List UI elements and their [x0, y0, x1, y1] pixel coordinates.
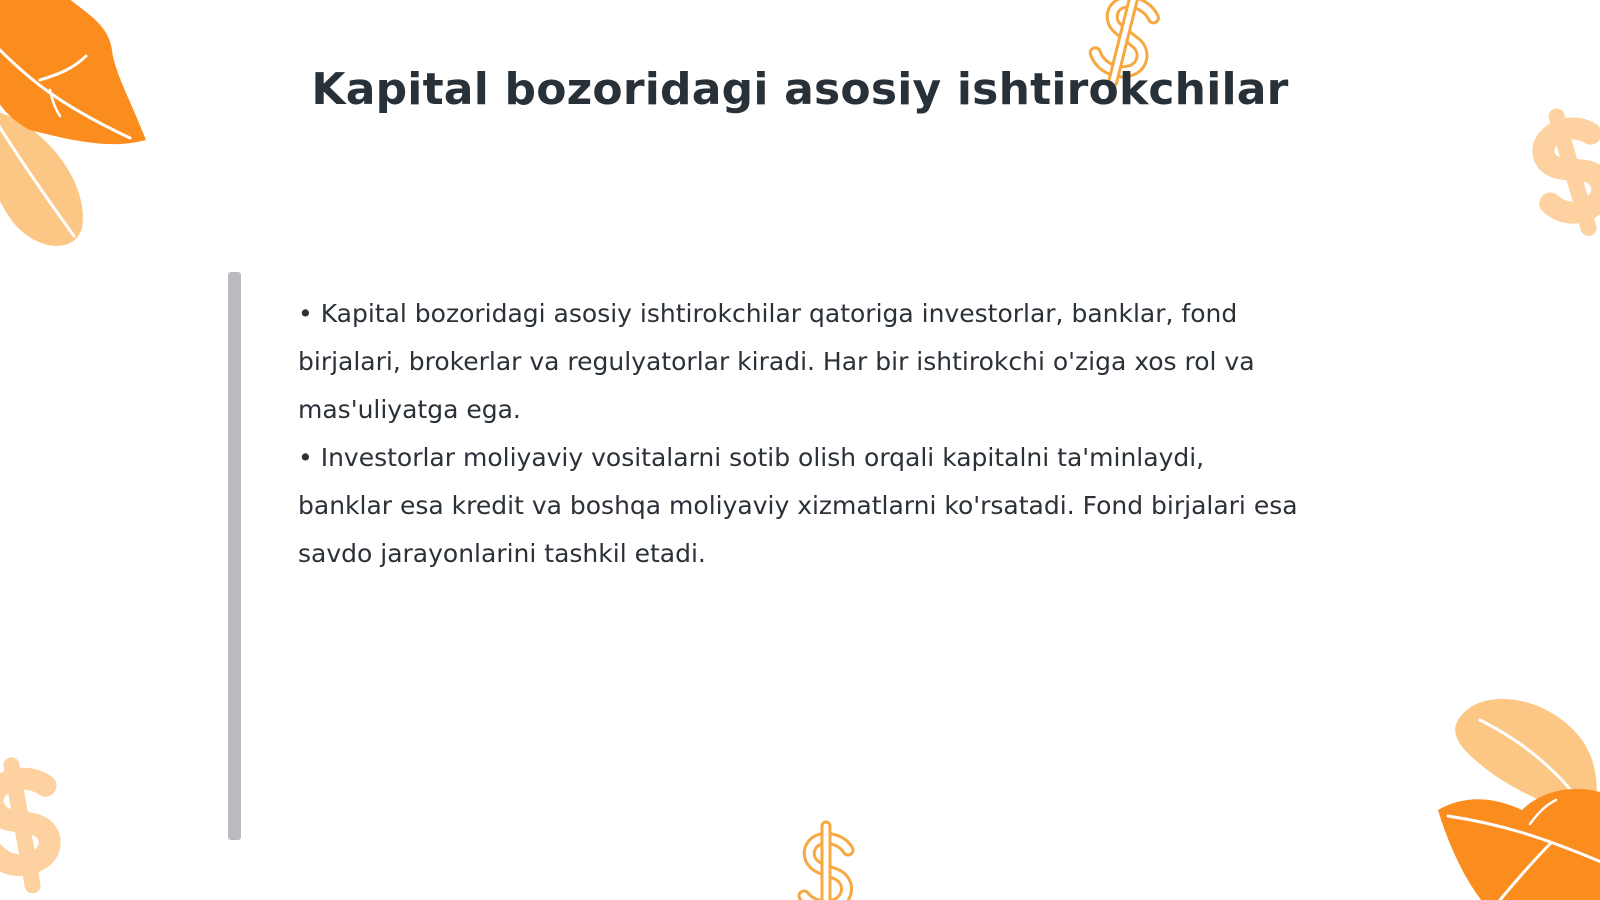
dollar-sign-icon [1528, 100, 1600, 240]
dollar-sign-icon [788, 820, 868, 900]
accent-bar [228, 272, 241, 840]
bullet-paragraph: • Kapital bozoridagi asosiy ishtirokchilar qatoriga investorlar, banklar, fond birjalari, brokerlar va regulyatorlar kiradi. Har bir ishtirokchi o'ziga xos rol va mas'uliyatga ega. [298, 299, 1255, 424]
bullet-paragraph: • Investorlar moliyaviy vositalarni sotib olish orqali kapitalni ta'minlaydi, banklar esa kredit va boshqa moliyaviy xizmatlarni ko'rsatadi. Fond birjalari esa savdo jarayonlarini tashkil etadi. [298, 443, 1298, 568]
orange-leaf-icon [1430, 780, 1600, 900]
slide-title: Kapital bozoridagi asosiy ishtirokchilar [311, 64, 1289, 115]
slide-content [298, 290, 1298, 578]
dollar-sign-icon [0, 750, 74, 900]
